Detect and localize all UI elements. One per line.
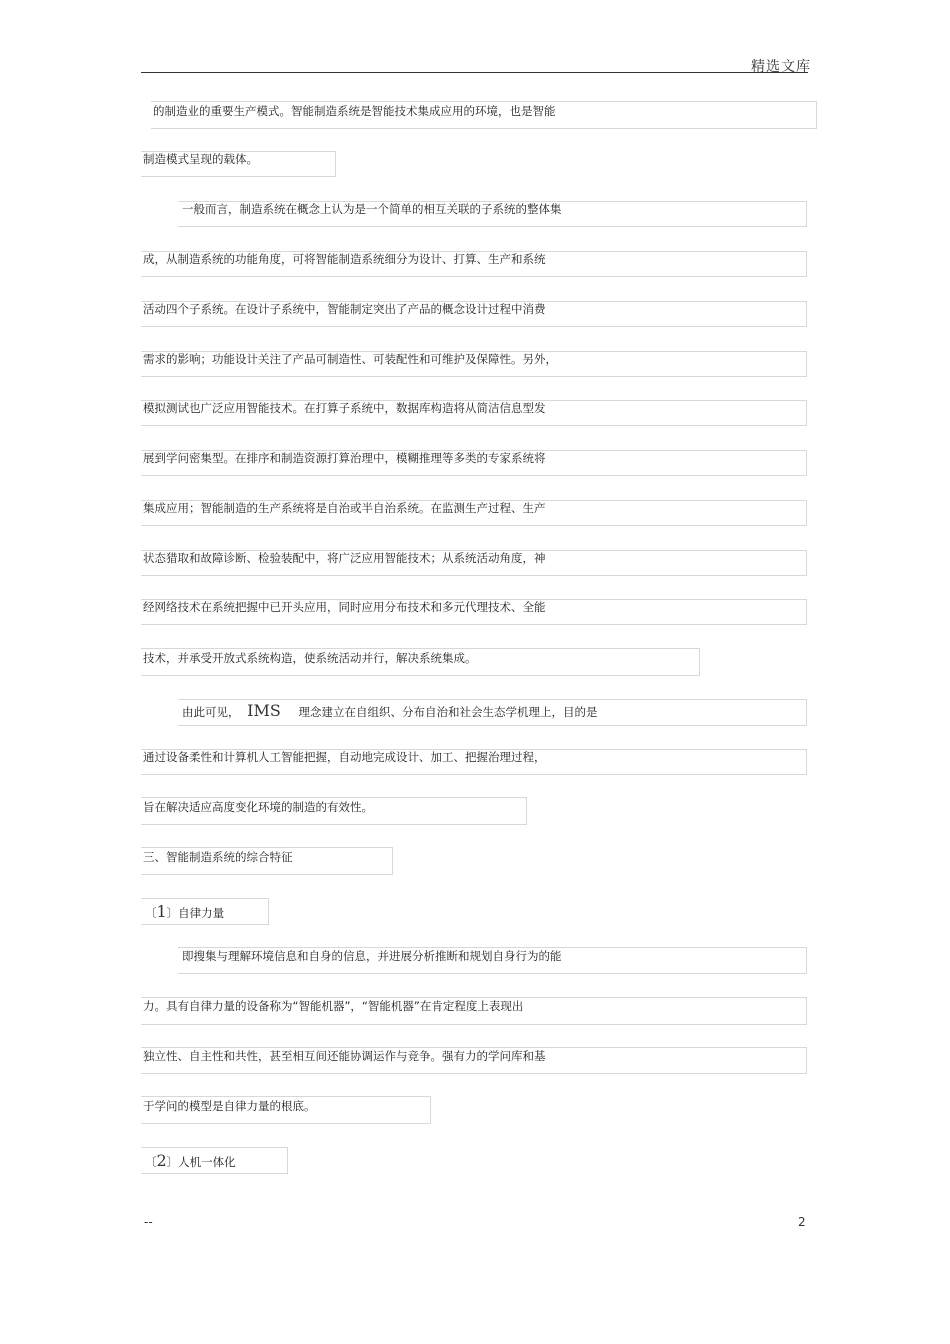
subheading-label: 〕自律力量 <box>166 906 225 920</box>
text-line: 即搜集与理解环境信息和自身的信息，并进展分析推断和规划自身行为的能 <box>182 949 562 963</box>
text-line: 展到学问密集型。在排序和制造资源打算治理中，模糊推理等多类的专家系统将 <box>143 451 546 465</box>
text-line: 成，从制造系统的功能角度，可将智能制造系统细分为设计、打算、生产和系统 <box>143 252 546 266</box>
item-number: 2 <box>156 1151 167 1170</box>
header-rule <box>141 72 808 73</box>
subheading-2 <box>145 1153 236 1170</box>
text-line: 旨在解决适应高度变化环境的制造的有效性。 <box>143 800 373 814</box>
subheading-1 <box>145 904 224 921</box>
ims-term: IMS <box>247 701 281 720</box>
text-line: 独立性、自主性和共性，甚至相互间还能协调运作与竞争。强有力的学问库和基 <box>143 1049 546 1063</box>
text-line: 需求的影响；功能设计关注了产品可制造性、可装配性和可维护及保障性。另外， <box>143 352 557 366</box>
section-heading: 三、智能制造系统的综合特征 <box>143 850 293 864</box>
bracket-open: 〔 <box>145 1155 157 1169</box>
text-line: 模拟测试也广泛应用智能技术。在打算子系统中，数据库构造将从简洁信息型发 <box>143 401 546 415</box>
text-line: 活动四个子系统。在设计子系统中，智能制定突出了产品的概念设计过程中消费 <box>143 302 546 316</box>
footer-dashes: -- <box>144 1215 153 1229</box>
bracket-open: 〔 <box>145 906 157 920</box>
text-line: 经网络技术在系统把握中已开头应用，同时应用分布技术和多元代理技术、全能 <box>143 600 546 614</box>
text-line: 一般而言，制造系统在概念上认为是一个简单的相互关联的子系统的整体集 <box>182 202 562 216</box>
text-segment: 理念建立在自组织、分布自治和社会生态学机理上，目的是 <box>298 705 598 719</box>
item-number: 1 <box>156 902 167 921</box>
text-line <box>182 703 597 720</box>
text-segment: 由此可见， <box>182 705 240 719</box>
header-title: 精选文库 <box>751 59 811 75</box>
text-line: 技术，并承受开放式系统构造，使系统活动并行，解决系统集成。 <box>143 651 477 665</box>
text-line: 力。具有自律力量的设备称为“智能机器”，“智能机器”在肯定程度上表现出 <box>143 999 524 1013</box>
text-line: 于学问的模型是自律力量的根底。 <box>143 1099 316 1113</box>
text-line: 制造模式呈现的载体。 <box>143 152 258 166</box>
subheading-label: 〕人机一体化 <box>166 1155 236 1169</box>
text-line: 集成应用；智能制造的生产系统将是自治或半自治系统。在监测生产过程、生产 <box>143 501 546 515</box>
page-number: 2 <box>798 1215 806 1229</box>
text-line: 状态猎取和故障诊断、检验装配中，将广泛应用智能技术；从系统活动角度，神 <box>143 551 546 565</box>
text-line: 通过设备柔性和计算机人工智能把握，自动地完成设计、加工、把握治理过程， <box>143 750 546 764</box>
text-line: 的制造业的重要生产模式。智能制造系统是智能技术集成应用的环境，也是智能 <box>153 104 556 118</box>
